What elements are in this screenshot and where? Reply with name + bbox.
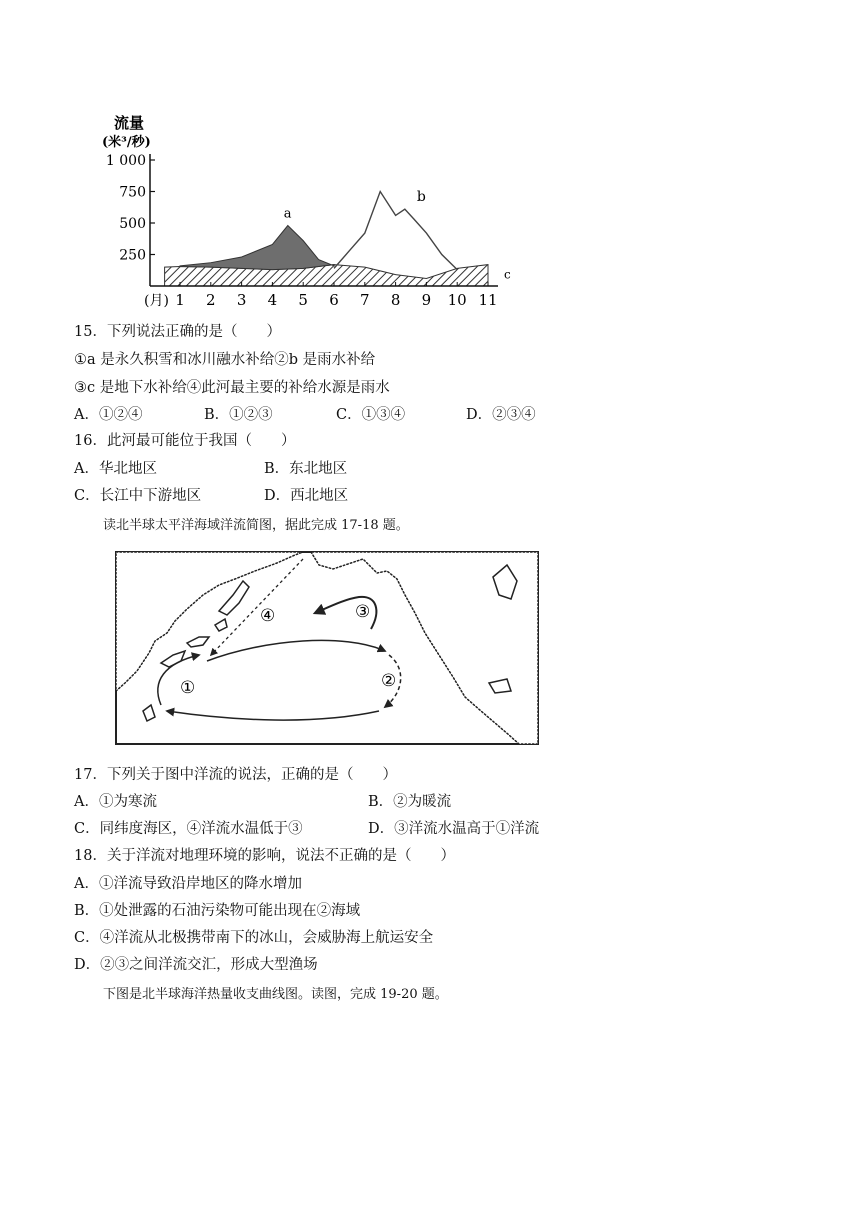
current-label-3: ③: [355, 602, 371, 622]
x-tick-label: 1: [175, 291, 185, 309]
series-c-label: c: [504, 267, 511, 282]
y-axis-unit: (米³/秒): [102, 135, 151, 150]
q18-option-a[interactable]: A．①洋流导致沿岸地区的降水增加: [74, 876, 302, 892]
y-axis-label: 流量: [114, 114, 145, 132]
chart-axes: [106, 153, 498, 309]
q15-stem: 15．下列说法正确的是（ ）: [74, 324, 281, 340]
ocean-current-map: [115, 551, 539, 745]
q17-option-d[interactable]: D．③洋流水温高于①洋流: [368, 821, 540, 837]
x-tick-label: 7: [360, 291, 370, 309]
q17-option-a[interactable]: A．①为寒流: [74, 794, 157, 810]
series-b-label: b: [416, 189, 426, 206]
intro-19-20: 下图是北半球海洋热量收支曲线图。读图，完成 19-20 题。: [103, 987, 448, 1002]
current-label-4: ④: [260, 606, 276, 626]
q15-option-c[interactable]: C．①③④: [336, 407, 406, 423]
x-tick-label: 9: [421, 291, 432, 309]
q16-option-b[interactable]: B．东北地区: [264, 461, 348, 477]
series-a-area: [180, 226, 334, 270]
y-tick-label: 1 000: [105, 153, 146, 169]
series-b-line: [334, 192, 457, 270]
q18-option-b[interactable]: B．①处泄露的石油污染物可能出现在②海域: [74, 903, 361, 919]
q16-stem: 16．此河最可能位于我国（ ）: [74, 433, 296, 449]
x-tick-label: 5: [298, 291, 308, 309]
current-label-1: ①: [180, 678, 196, 698]
x-tick-label: 8: [390, 291, 401, 309]
x-axis-prefix: (月): [144, 293, 169, 309]
x-tick-label: 10: [447, 291, 467, 309]
x-tick-label: 4: [267, 291, 278, 309]
chart-marks: [165, 189, 511, 286]
y-tick-label: 750: [119, 184, 146, 201]
x-tick-label: 6: [329, 291, 339, 309]
q15-option-a[interactable]: A．①②④: [74, 407, 143, 423]
q18-option-d[interactable]: D．②③之间洋流交汇，形成大型渔场: [74, 957, 318, 973]
x-tick-label: 11: [478, 291, 498, 309]
q17-option-c[interactable]: C．同纬度海区，④洋流水温低于③: [74, 821, 303, 837]
q16-option-a[interactable]: A．华北地区: [74, 461, 157, 477]
q15-line1: ①a 是永久积雪和冰川融水补给②b 是雨水补给: [74, 352, 376, 368]
q16-option-d[interactable]: D．西北地区: [264, 488, 349, 504]
series-a-label: a: [283, 206, 292, 222]
series-c-area: [165, 265, 488, 286]
x-tick-label: 3: [236, 291, 247, 309]
q15-line2: ③c 是地下水补给④此河最主要的补给水源是雨水: [74, 380, 390, 396]
y-tick-label: 500: [119, 216, 146, 232]
q17-stem: 17．下列关于图中洋流的说法，正确的是（ ）: [74, 767, 397, 783]
q15-option-b[interactable]: B．①②③: [204, 407, 273, 423]
x-tick-label: 2: [206, 291, 216, 309]
intro-17-18: 读北半球太平洋海域洋流简图，据此完成 17-18 题。: [103, 518, 409, 533]
current-label-2: ②: [381, 671, 397, 691]
q15-option-d[interactable]: D．②③④: [466, 407, 536, 423]
y-tick-label: 250: [119, 247, 146, 264]
discharge-chart: [100, 100, 520, 320]
q17-option-b[interactable]: B．②为暖流: [368, 794, 452, 810]
q18-option-c[interactable]: C．④洋流从北极携带南下的冰山，会威胁海上航运安全: [74, 930, 434, 946]
q16-option-c[interactable]: C．长江中下游地区: [74, 488, 202, 504]
q18-stem: 18．关于洋流对地理环境的影响，说法不正确的是（ ）: [74, 848, 455, 864]
